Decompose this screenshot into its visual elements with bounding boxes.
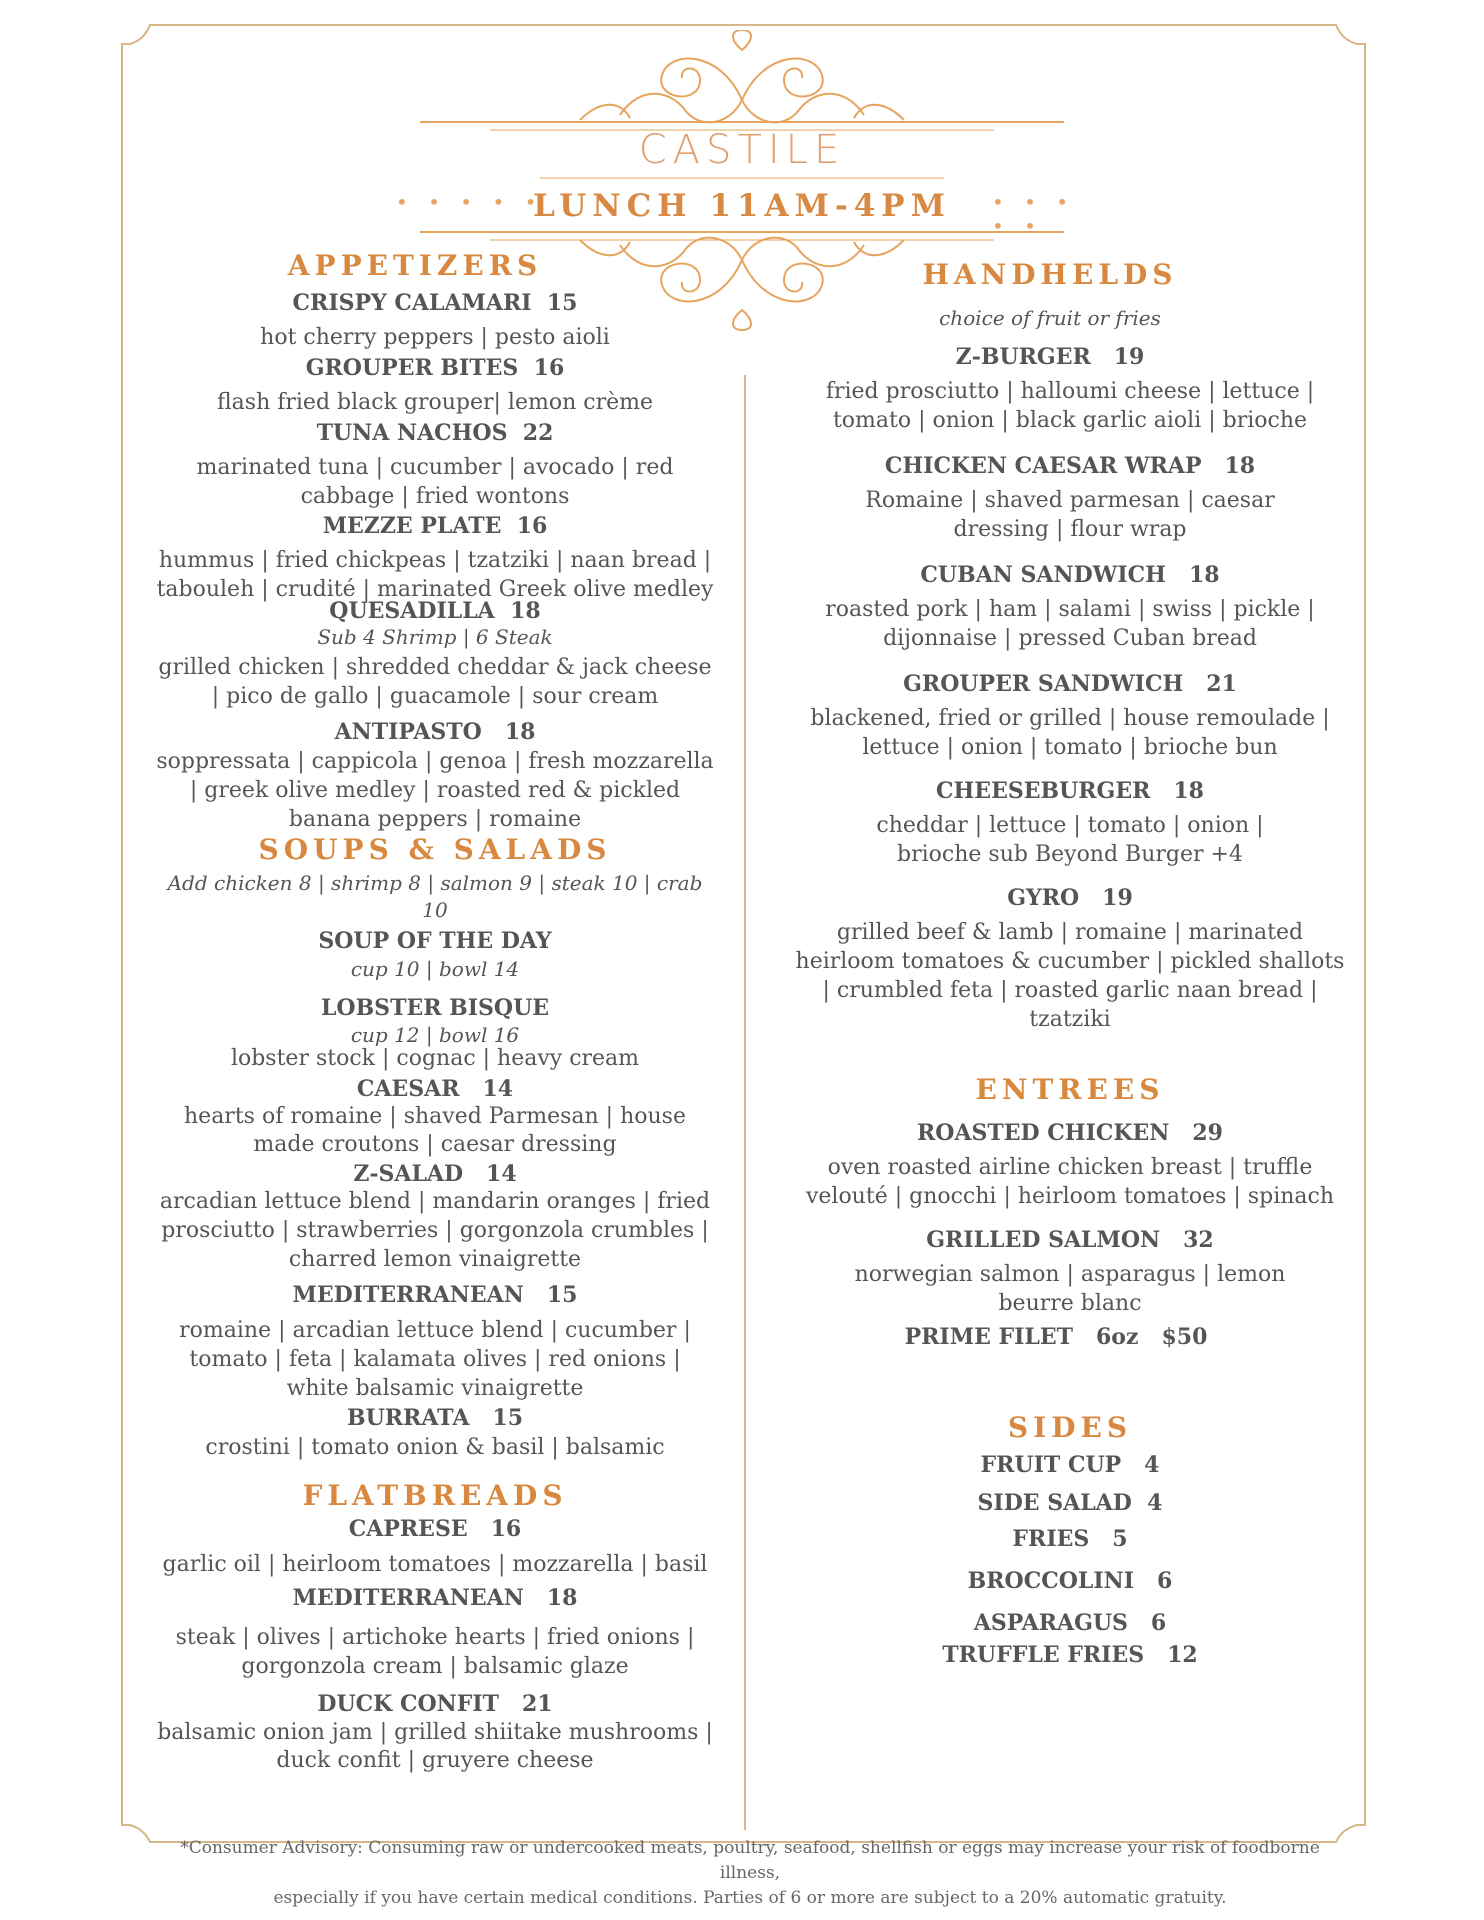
item-description: steak | olives | artichoke hearts | fried onions | gorgonzola cream | balsamic glaze <box>175 1625 695 1679</box>
item-name: CHICKEN CAESAR WRAP 18 <box>884 453 1256 479</box>
menu-item <box>155 1514 715 1579</box>
menu-item <box>155 418 715 511</box>
menu-item <box>790 1225 1350 1318</box>
item-name: GYRO 19 <box>1007 885 1133 911</box>
item-name: Z-SALAD 14 <box>353 1161 517 1187</box>
item-name: CHEESEBURGER 18 <box>936 778 1204 804</box>
flatbreads-heading: FLATBREADS <box>302 1479 568 1512</box>
flatbreads-section <box>155 1478 715 1775</box>
item-name: PRIME FILET 6oz $50 <box>904 1324 1208 1350</box>
menu-item <box>155 1280 715 1403</box>
item-name: LOBSTER BISQUE <box>320 995 550 1021</box>
item-name: GROUPER BITES 16 <box>305 355 565 381</box>
menu-item <box>790 560 1350 653</box>
item-description: garlic oil | heirloom tomatoes | mozzarella | basil <box>162 1552 708 1577</box>
item-name: GRILLED SALMON 32 <box>926 1227 1214 1253</box>
side-item: FRIES 5 <box>1012 1526 1128 1552</box>
item-name: Z-BURGER 19 <box>955 344 1145 370</box>
item-note: Sub 4 Shrimp | 6 Steak <box>317 625 553 649</box>
menu-item <box>155 926 715 983</box>
column-divider <box>744 375 746 1830</box>
item-name: DUCK CONFIT 21 <box>317 1691 553 1717</box>
menu-item <box>155 1161 715 1274</box>
side-item: BROCCOLINI 6 <box>967 1568 1173 1594</box>
item-name: TUNA NACHOS 22 <box>316 420 554 446</box>
add-protein-note: Add chicken 8 | shrimp 8 | salmon 9 | steak 10 | crab 10 <box>167 871 703 922</box>
item-name: SOUP OF THE DAY <box>318 928 552 954</box>
menu-hours-title: LUNCH 11AM-4PM <box>533 188 951 224</box>
menu-item <box>790 883 1350 1034</box>
item-description: blackened, fried or grilled | house remoulade | lettuce | onion | tomato | brioche bun <box>810 706 1330 760</box>
menu-item <box>155 1403 715 1462</box>
item-description: romaine | arcadian lettuce blend | cucumber | tomato | feta | kalamata olives | red onions | white balsamic vinaigrette <box>179 1318 691 1401</box>
left-dots-ornament: • • • • • <box>396 190 544 214</box>
side-item: SIDE SALAD 4 <box>977 1490 1163 1516</box>
entrees-section <box>790 1072 1350 1352</box>
item-description: Romaine | shaved parmesan | caesar dressing | flour wrap <box>865 488 1275 542</box>
advisory-line-1: *Consumer Advisory: Consuming raw or undercooked meats, poultry, seafood, shellfish or eggs may increase your risk of foodborne illness, <box>180 1838 1320 1883</box>
menu-item <box>155 1689 715 1775</box>
item-name: MEDITERRANEAN 18 <box>292 1585 578 1611</box>
item-name: ROASTED CHICKEN 29 <box>917 1120 1223 1146</box>
appetizers-section <box>155 248 715 834</box>
menu-item <box>790 342 1350 435</box>
side-item: FRUIT CUP 4 <box>980 1452 1160 1478</box>
consumer-advisory-footer <box>160 1836 1340 1911</box>
left-column <box>155 248 715 1775</box>
item-name: ANTIPASTO 18 <box>334 719 536 745</box>
advisory-line-2: especially if you have certain medical conditions. Parties of 6 or more are subject to a 20% automatic gratuity. <box>273 1888 1227 1908</box>
appetizers-heading: APPETIZERS <box>287 249 543 282</box>
side-item: TRUFFLE FRIES 12 <box>942 1642 1198 1668</box>
item-note: cup 10 | bowl 14 <box>350 957 520 981</box>
menu-item <box>155 598 715 711</box>
item-name: QUESADILLA 18 <box>329 598 541 624</box>
menu-item <box>155 288 715 352</box>
item-description: flash fried black grouper| lemon crème <box>216 390 653 415</box>
item-description: arcadian lettuce blend | mandarin oranges | fried prosciutto | strawberries | gorgonzola crumbles | charred lemon vinaigrette <box>159 1189 711 1272</box>
item-description: hot cherry peppers | pesto aioli <box>260 325 610 350</box>
menu-item <box>155 717 715 834</box>
item-name: CUBAN SANDWICH 18 <box>920 562 1220 588</box>
item-description: balsamic onion jam | grilled shiitake mushrooms | duck confit | gruyere cheese <box>157 1720 713 1773</box>
item-name: BURRATA 15 <box>346 1405 524 1431</box>
menu-item <box>790 451 1350 544</box>
item-name: GROUPER SANDWICH 21 <box>903 671 1237 697</box>
soups-salads-section <box>155 832 715 1462</box>
menu-item <box>155 1583 715 1681</box>
menu-item <box>790 669 1350 762</box>
item-description: norwegian salmon | asparagus | lemon beurre blanc <box>854 1262 1286 1316</box>
item-description: lobster stock | cognac | heavy cream <box>230 1046 640 1071</box>
handhelds-section <box>790 257 1350 1034</box>
item-description: grilled chicken | shredded cheddar & jack cheese | pico de gallo | guacamole | sour cream <box>158 655 712 709</box>
item-description: hummus | fried chickpeas | tzatziki | naan bread | tabouleh | crudité | marinated Greek olive medley <box>156 548 714 602</box>
menu-item <box>155 1075 715 1159</box>
sides-heading: SIDES <box>1007 1411 1133 1444</box>
menu-item <box>790 776 1350 869</box>
handhelds-note: choice of fruit or fries <box>939 306 1161 330</box>
menu-item <box>155 993 715 1071</box>
item-description: fried prosciutto | halloumi cheese | lettuce | tomato | onion | black garlic aioli | brioche <box>825 379 1315 433</box>
item-description: grilled beef & lamb | romaine | marinated heirloom tomatoes & cucumber | pickled shallots | crumbled feta | roasted garlic naan bread | tzatziki <box>795 920 1345 1032</box>
entrees-heading: ENTREES <box>975 1073 1165 1106</box>
menu-item <box>155 511 715 604</box>
menu-item <box>155 353 715 417</box>
item-description: marinated tuna | cucumber | avocado | red cabbage | fried wontons <box>196 455 674 509</box>
item-name: CRISPY CALAMARI 15 <box>292 290 578 316</box>
item-description: cheddar | lettuce | tomato | onion | brioche sub Beyond Burger +4 <box>876 813 1264 867</box>
item-description: roasted pork | ham | salami | swiss | pickle | dijonnaise | pressed Cuban bread <box>825 597 1315 651</box>
item-name: MEZZE PLATE 16 <box>322 513 548 539</box>
menu-item <box>790 1322 1350 1352</box>
side-item: ASPARAGUS 6 <box>973 1610 1167 1636</box>
sides-section <box>790 1410 1350 1670</box>
menu-item <box>790 1118 1350 1211</box>
item-note: cup 12 | bowl 16 <box>350 1023 520 1047</box>
item-description: crostini | tomato onion & basil | balsamic <box>205 1435 665 1460</box>
right-column <box>790 257 1350 1670</box>
item-name: CAPRESE 16 <box>348 1516 522 1542</box>
soups-salads-heading: SOUPS & SALADS <box>258 833 612 866</box>
item-description: soppressata | cappicola | genoa | fresh mozzarella | greek olive medley | roasted red & pickled banana peppers | romaine <box>156 749 714 832</box>
item-description: hearts of romaine | shaved Parmesan | house made croutons | caesar dressing <box>184 1104 686 1157</box>
right-dots-ornament: • • • • • <box>992 190 1076 238</box>
brand-logo-text: CASTILE <box>638 127 846 173</box>
handhelds-heading: HANDHELDS <box>922 258 1178 291</box>
item-name: MEDITERRANEAN 15 <box>292 1282 578 1308</box>
item-description: oven roasted airline chicken breast | truffle velouté | gnocchi | heirloom tomatoes | spinach <box>805 1155 1335 1209</box>
item-name: CAESAR 14 <box>356 1076 514 1102</box>
